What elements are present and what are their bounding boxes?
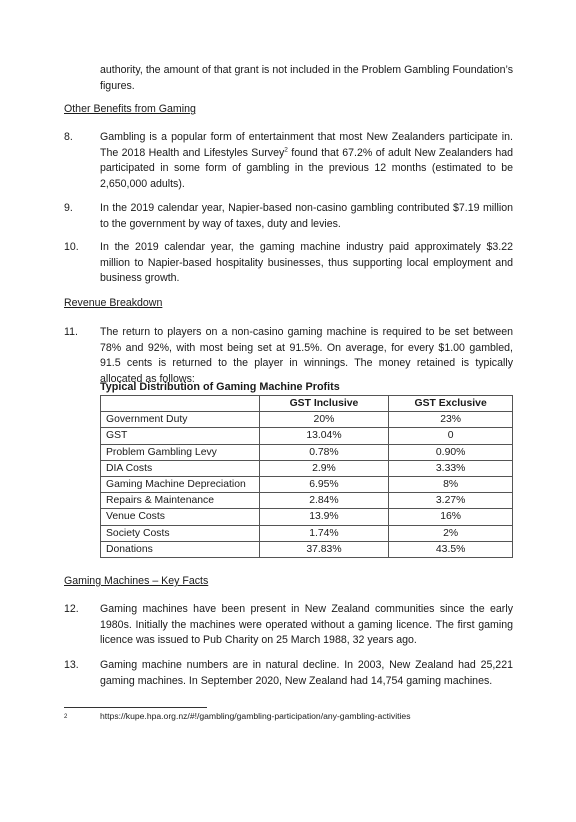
cell-gst-inclusive: 13.04% [259, 428, 389, 444]
cell-gst-exclusive: 23% [389, 412, 513, 428]
paragraph-number: 13. [64, 659, 79, 671]
paragraph-10: In the 2019 calendar year, the gaming machine industry paid approximately $3.22 million to Napier-based hospitality businesses, thus supporting local employment and business growth. [100, 241, 513, 284]
cell-gst-inclusive: 20% [259, 412, 389, 428]
cell-gst-inclusive: 1.74% [259, 525, 389, 541]
cell-gst-exclusive: 43.5% [389, 541, 513, 557]
paragraph-number: 8. [64, 131, 73, 143]
heading-other-benefits: Other Benefits from Gaming [64, 103, 196, 115]
footnote-number: 2 [64, 714, 68, 720]
footnote-separator [64, 707, 207, 708]
row-label: GST [101, 428, 260, 444]
cell-gst-exclusive: 16% [389, 509, 513, 525]
cell-gst-inclusive: 2.9% [259, 460, 389, 476]
cell-gst-exclusive: 2% [389, 525, 513, 541]
table-row [101, 509, 513, 525]
paragraph-13: Gaming machine numbers are in natural decline. In 2003, New Zealand had 25,221 gaming machines. In September 2020, New Zealand had 14,754 gaming machines. [100, 659, 513, 687]
table-row [101, 428, 513, 444]
paragraph-number: 12. [64, 603, 79, 615]
row-label: Venue Costs [101, 509, 260, 525]
header-cell-empty [101, 396, 260, 412]
paragraph-number: 9. [64, 202, 73, 214]
row-label: Society Costs [101, 525, 260, 541]
table-row [101, 525, 513, 541]
table-row [101, 477, 513, 493]
row-label: Gaming Machine Depreciation [101, 477, 260, 493]
table-row [101, 460, 513, 476]
paragraph-12: Gaming machines have been present in New Zealand communities since the early 1980s. Initially the machines were operated without a gaming licence. The first gaming licence was issued to Pub Charity on 25 March 1988, 32 years ago. [100, 603, 513, 646]
row-label: Donations [101, 541, 260, 557]
header-gst-exclusive: GST Exclusive [389, 396, 513, 412]
paragraph-number: 10. [64, 241, 79, 253]
paragraph-8-text: Gambling is a popular form of entertainment that most New Zealanders participate in. The 2018 Health and Lifestyles Survey [100, 131, 513, 159]
row-label: Problem Gambling Levy [101, 444, 260, 460]
row-label: Repairs & Maintenance [101, 493, 260, 509]
table-row [101, 541, 513, 557]
row-label: Government Duty [101, 412, 260, 428]
heading-revenue-breakdown: Revenue Breakdown [64, 297, 163, 309]
cell-gst-inclusive: 13.9% [259, 509, 389, 525]
table-row [101, 493, 513, 509]
cell-gst-exclusive: 0 [389, 428, 513, 444]
cell-gst-exclusive: 0.90% [389, 444, 513, 460]
cell-gst-exclusive: 3.33% [389, 460, 513, 476]
cell-gst-inclusive: 2.84% [259, 493, 389, 509]
cell-gst-inclusive: 6.95% [259, 477, 389, 493]
table-row [101, 444, 513, 460]
cell-gst-inclusive: 37.83% [259, 541, 389, 557]
paragraph-9: In the 2019 calendar year, Napier-based non-casino gambling contributed $7.19 million to the government by way of taxes, duty and levies. [100, 202, 513, 230]
table-title: Typical Distribution of Gaming Machine Profits [100, 381, 340, 393]
table-row [101, 412, 513, 428]
row-label: DIA Costs [101, 460, 260, 476]
intro-paragraph: authority, the amount of that grant is not included in the Problem Gambling Foundation’s figures. [100, 64, 513, 92]
paragraph-8-text-cont: found that 67.2% of adult New Zealanders had participated in some form of gambling in the previous 12 months (estimated to be 2,650,000 adults). [100, 146, 513, 190]
cell-gst-inclusive: 0.78% [259, 444, 389, 460]
paragraph-8 [100, 130, 513, 192]
paragraph-11: The return to players on a non-casino gaming machine is required to be set between 78% and 92%, with most being set at 91.5%. On average, for every $1.00 gambled, 91.5 cents is returned to the player in winnings. The money retained is typically allocated as follows: [100, 326, 513, 385]
table-header-row [101, 396, 513, 412]
cell-gst-exclusive: 3.27% [389, 493, 513, 509]
footnote-link[interactable]: https://kupe.hpa.org.nz/#!/gambling/gambling-participation/any-gambling-activities [100, 711, 411, 721]
cell-gst-exclusive: 8% [389, 477, 513, 493]
footnote-ref: 2 [284, 145, 288, 153]
distribution-table [100, 395, 513, 558]
heading-key-facts: Gaming Machines – Key Facts [64, 575, 209, 587]
header-gst-inclusive: GST Inclusive [259, 396, 389, 412]
paragraph-number: 11. [64, 326, 78, 338]
